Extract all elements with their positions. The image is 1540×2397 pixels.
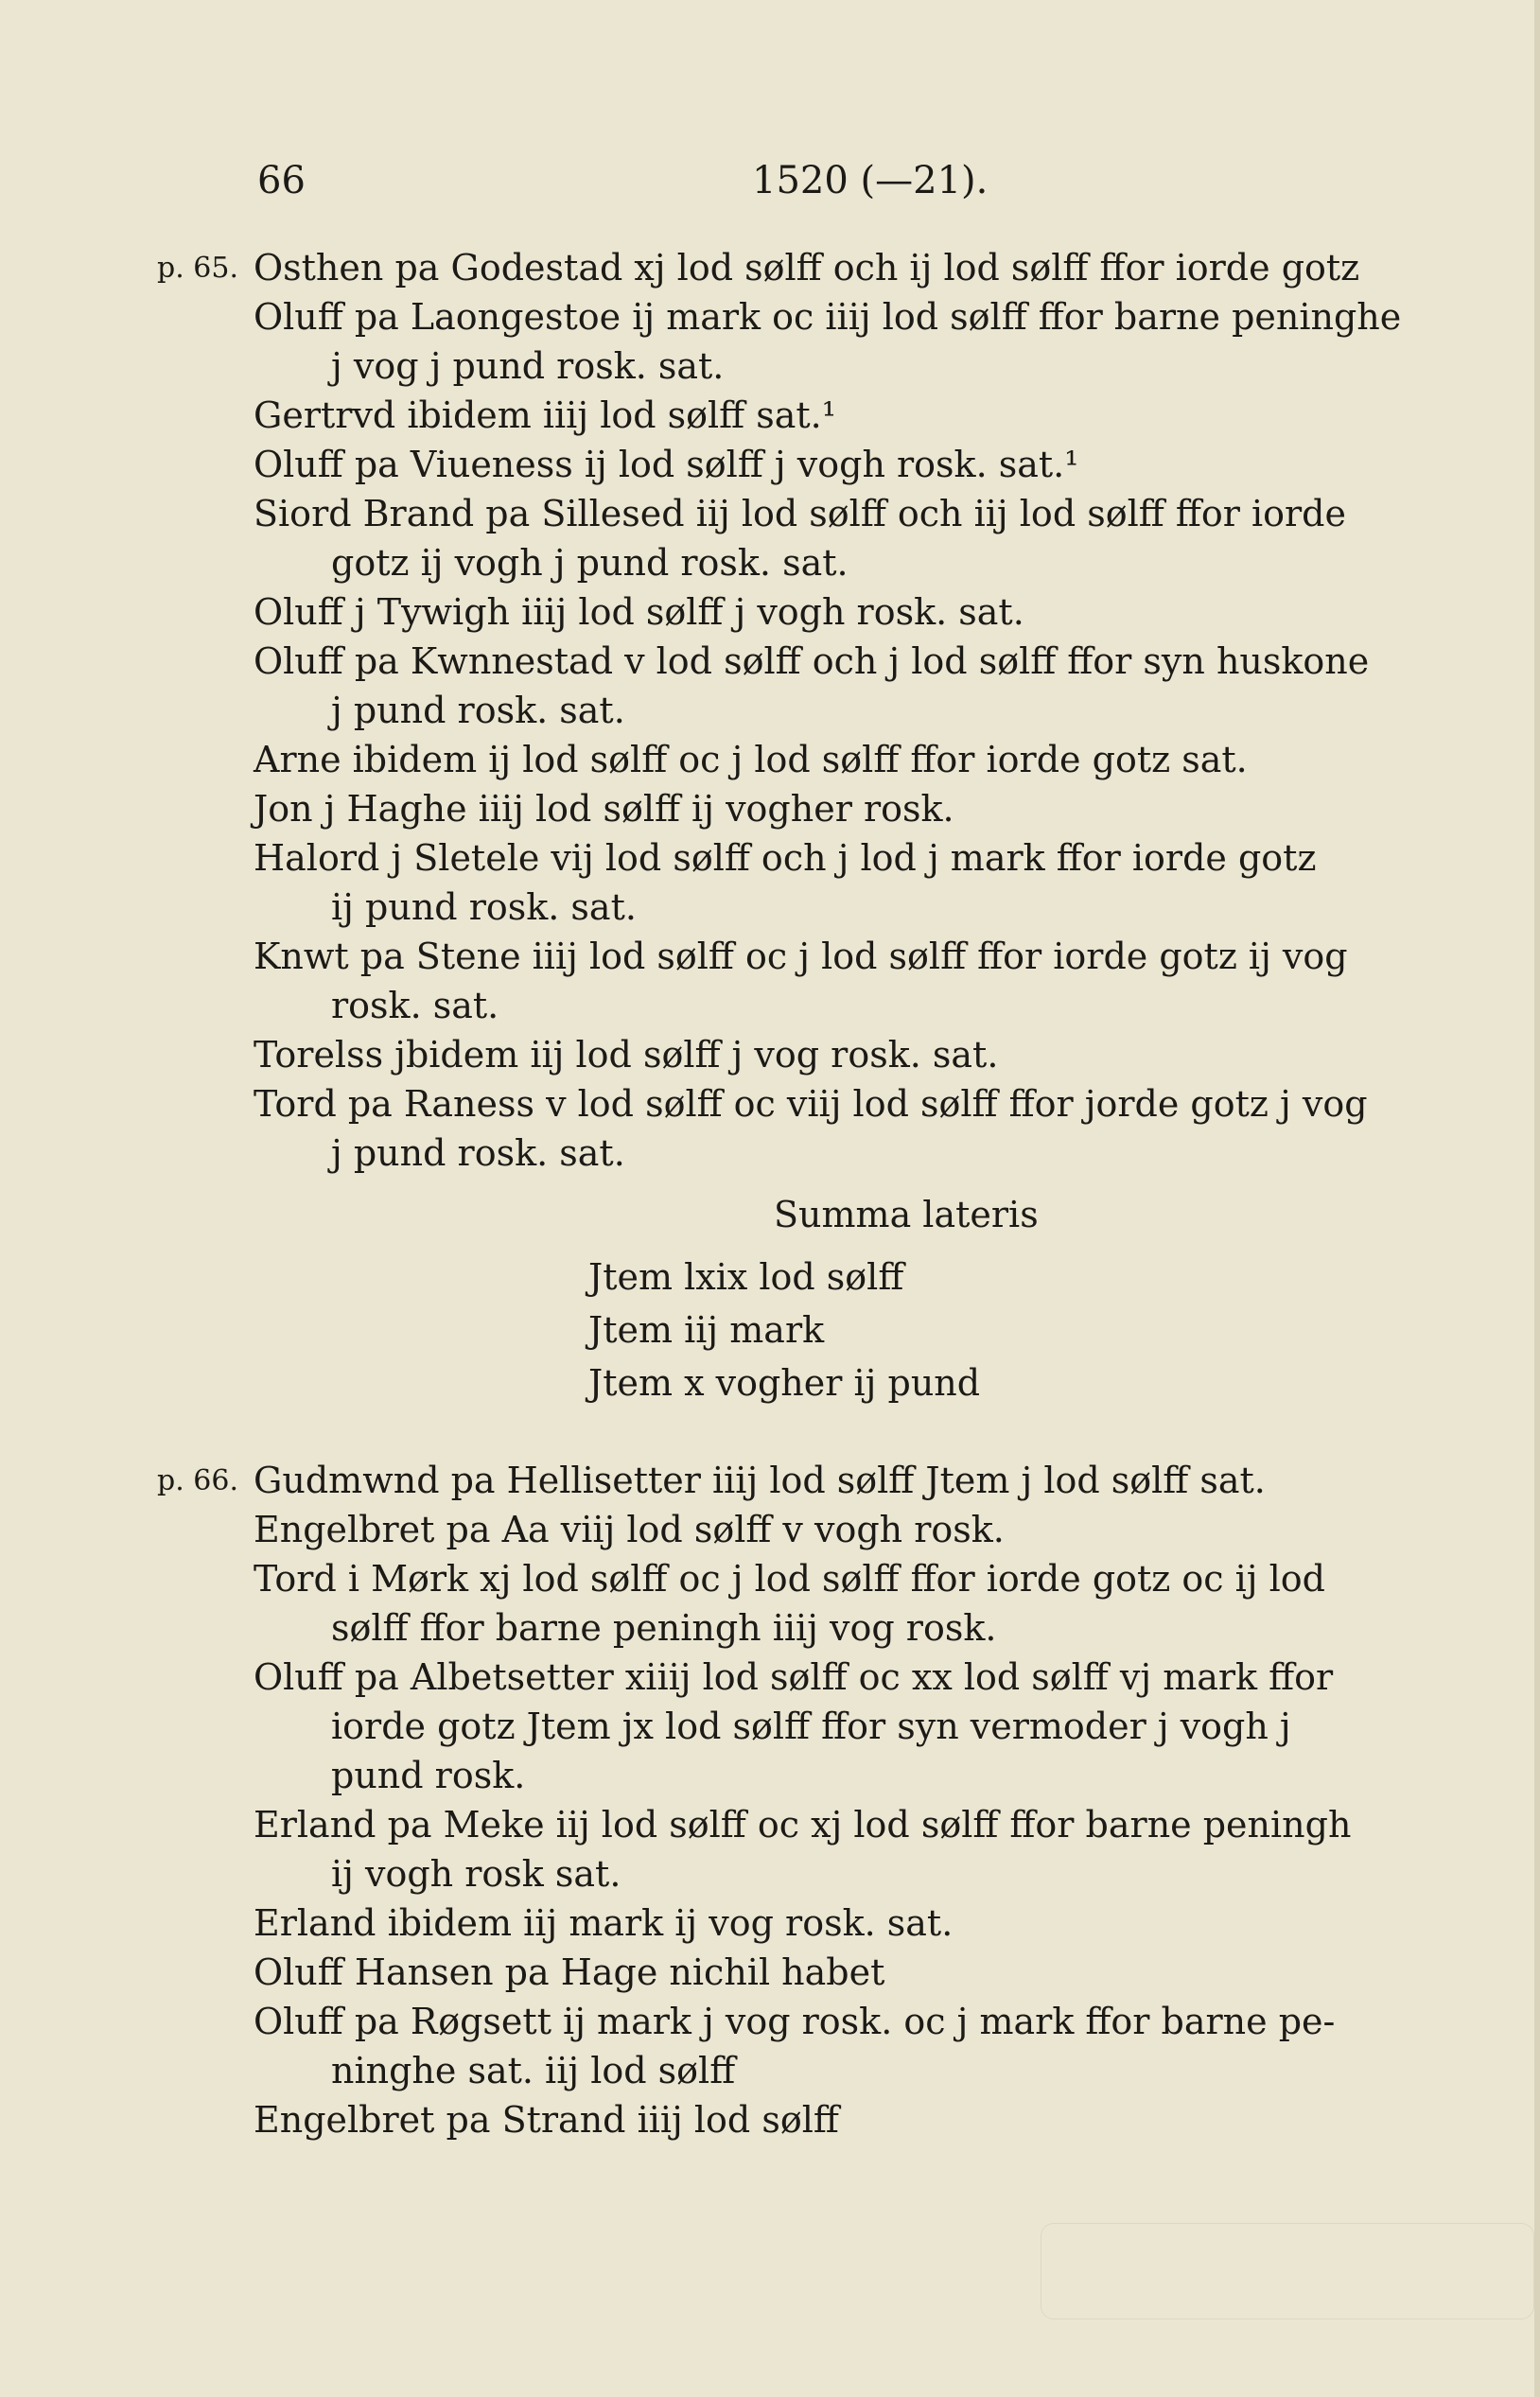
entry-line: Gertrvd ibidem iiij lod sølff sat.¹ bbox=[254, 394, 836, 436]
entry-continuation: pund rosk. bbox=[331, 1755, 526, 1796]
margin-reference: p. 66. bbox=[157, 1464, 238, 1497]
entry-line: Osthen pa Godestad xj lod sølff och ij lod sølff ffor iorde gotz bbox=[254, 247, 1360, 289]
summa-line: Jtem x vogher ij pund bbox=[588, 1362, 981, 1404]
entry-line: Erland ibidem iij mark ij vog rosk. sat. bbox=[254, 1902, 954, 1944]
entry-line: Engelbret pa Aa viij lod sølff v vogh rosk. bbox=[254, 1509, 1005, 1550]
entry-continuation: iorde gotz Jtem jx lod sølff ffor syn vermoder j vogh j bbox=[331, 1706, 1291, 1747]
entry-line: Oluff j Tywigh iiij lod sølff j vogh rosk. sat. bbox=[254, 591, 1024, 633]
entry-line: Oluff pa Laongestoe ij mark oc iiij lod sølff ffor barne peninghe bbox=[254, 296, 1402, 338]
entry-line: Oluff pa Viueness ij lod sølff j vogh rosk. sat.¹ bbox=[254, 444, 1079, 485]
entry-line: Oluff Hansen pa Hage nichil habet bbox=[254, 1951, 885, 1993]
entry-line: Oluff pa Kwnnestad v lod sølff och j lod sølff ffor syn huskone bbox=[254, 640, 1370, 682]
running-title: 1520 (—21). bbox=[752, 159, 989, 202]
entry-continuation: sølff ffor barne peningh iiij vog rosk. bbox=[331, 1607, 997, 1649]
entry-line: Erland pa Meke iij lod sølff oc xj lod sølff ffor barne peningh bbox=[254, 1804, 1352, 1846]
entry-continuation: ij pund rosk. sat. bbox=[331, 886, 637, 928]
entry-line: Oluff pa Albetsetter xiiij lod sølff oc xx lod sølff vj mark ffor bbox=[254, 1656, 1334, 1698]
entry-continuation: ij vogh rosk sat. bbox=[331, 1853, 621, 1895]
summa-line: Jtem lxix lod sølff bbox=[588, 1256, 904, 1298]
entry-continuation: ninghe sat. iij lod sølff bbox=[331, 2050, 736, 2091]
entry-line: Jon j Haghe iiij lod sølff ij vogher rosk. bbox=[254, 788, 954, 830]
page-header bbox=[0, 159, 1540, 216]
paper-smudge bbox=[1041, 2223, 1534, 2319]
page-number: 66 bbox=[257, 159, 306, 202]
entry-line: Tord i Mørk xj lod sølff oc j lod sølff ffor iorde gotz oc ij lod bbox=[254, 1558, 1326, 1600]
entry-line: Knwt pa Stene iiij lod sølff oc j lod sølff ffor iorde gotz ij vog bbox=[254, 936, 1348, 977]
entry-line: Halord j Sletele vij lod sølff och j lod j mark ffor iorde gotz bbox=[254, 837, 1317, 879]
summa-line: Jtem iij mark bbox=[588, 1309, 825, 1351]
entry-line: Oluff pa Røgsett ij mark j vog rosk. oc j mark ffor barne pe- bbox=[254, 2001, 1336, 2042]
margin-reference: p. 65. bbox=[157, 252, 238, 285]
entry-continuation: j pund rosk. sat. bbox=[331, 690, 625, 731]
entry-continuation: j pund rosk. sat. bbox=[331, 1132, 625, 1174]
summa-heading: Summa lateris bbox=[774, 1194, 1039, 1235]
entry-line: Torelss jbidem iij lod sølff j vog rosk. sat. bbox=[254, 1034, 999, 1076]
entry-line: Engelbret pa Strand iiij lod sølff bbox=[254, 2099, 839, 2141]
entry-line: Gudmwnd pa Hellisetter iiij lod sølff Jtem j lod sølff sat. bbox=[254, 1460, 1266, 1501]
entry-line: Tord pa Raness v lod sølff oc viij lod sølff ffor jorde gotz j vog bbox=[254, 1083, 1368, 1125]
entry-line: Arne ibidem ij lod sølff oc j lod sølff ffor iorde gotz sat. bbox=[254, 739, 1248, 780]
entry-line: Siord Brand pa Sillesed iij lod sølff och iij lod sølff ffor iorde bbox=[254, 493, 1346, 534]
entry-continuation: rosk. sat. bbox=[331, 985, 499, 1026]
page-edge bbox=[1534, 0, 1540, 2397]
entry-continuation: j vog j pund rosk. sat. bbox=[331, 345, 725, 387]
entry-continuation: gotz ij vogh j pund rosk. sat. bbox=[331, 542, 849, 584]
